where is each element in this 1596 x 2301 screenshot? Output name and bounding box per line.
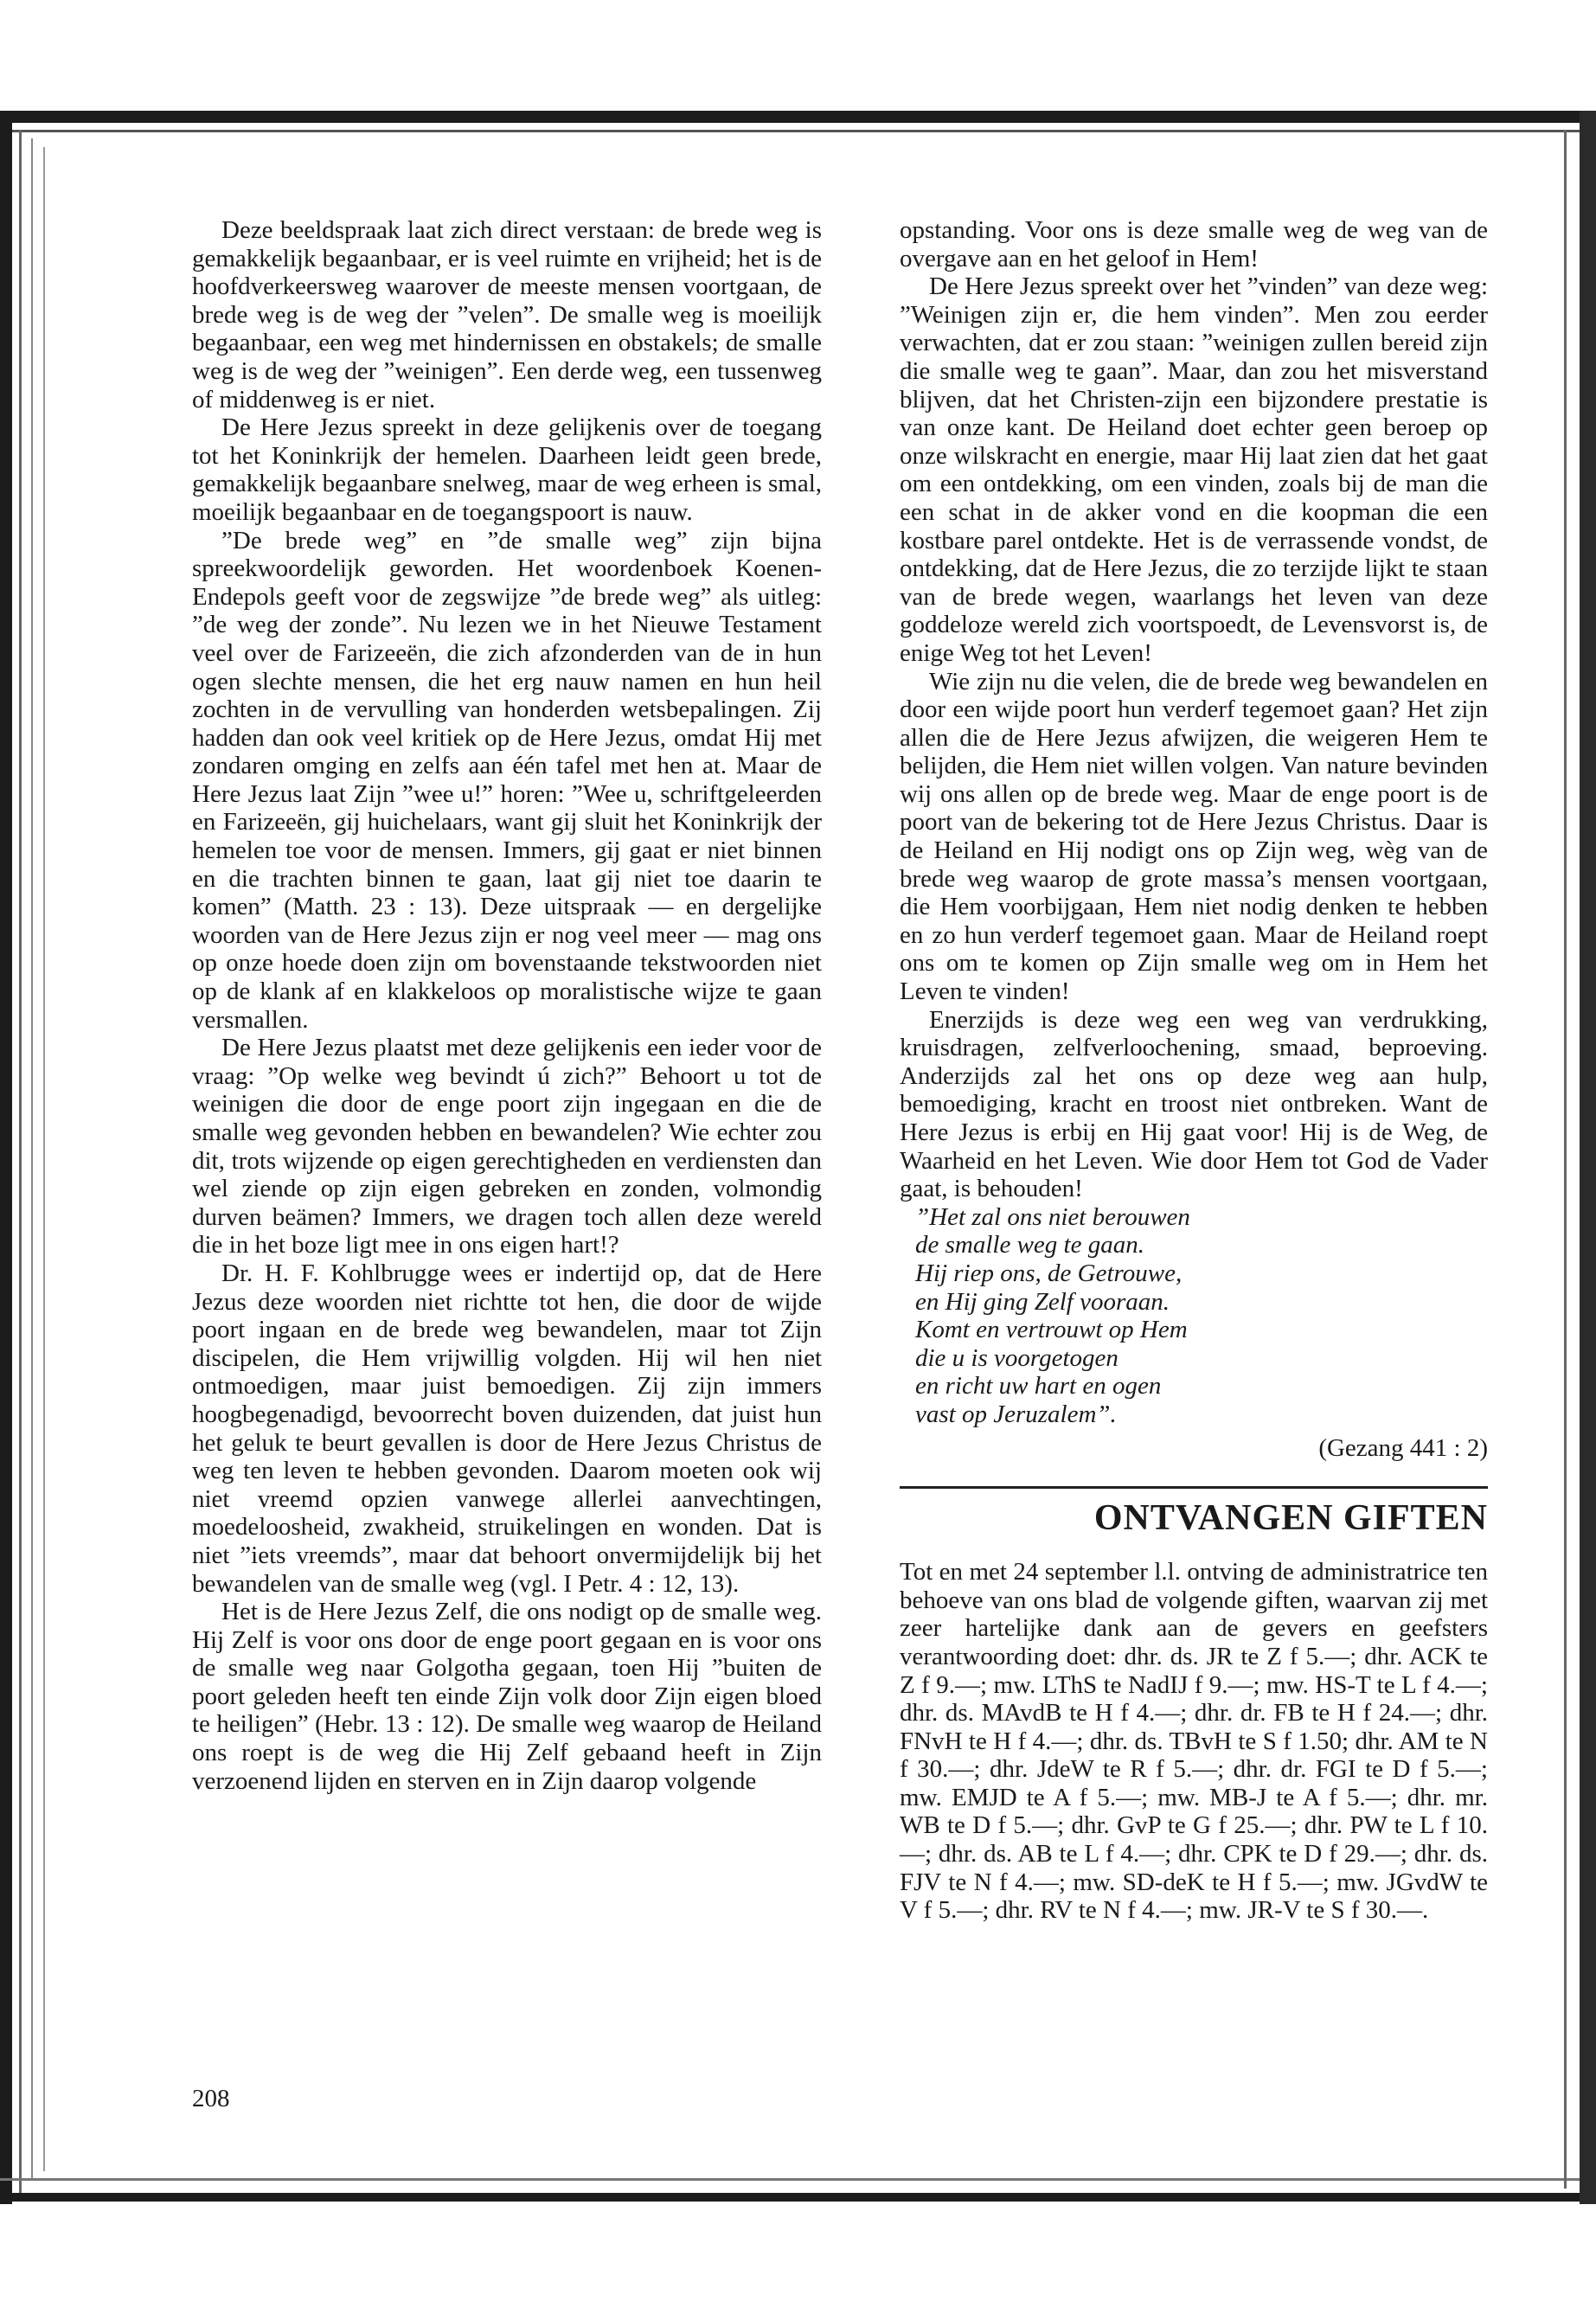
hymn-line: ”Het zal ons niet berouwen [915, 1202, 1190, 1231]
scan-border-top [0, 111, 1596, 123]
body-paragraph: ”De brede weg” en ”de smalle weg” zijn bijna spreekwoordelijk geworden. Het woordenboek Koenen-Endepols geeft voor de zegswijze ”de brede weg” als uitleg: ”de weg der zonde”. Nu lezen we in het Nieuwe Testament veel over de Farizeeën, die zich afzonderden van de in hun ogen slechte mensen, die het erg nauw namen en hun heil zochten in de vervulling van honderden wetsbepalingen. Zij hadden dan ook veel kritiek op de Here Jezus, omdat Hij met zondaren omging en zelfs aan één tafel met hen at. Maar de Here Jezus laat Zijn ”wee u!” horen: ”Wee u, schriftgeleerden en Farizeeën, gij huichelaars, want gij sluit het Koninkrijk der hemelen toe voor de mensen. Immers, gij gaat er niet binnen en die trachten binnen te gaan, laat gij niet toe daarin te komen” (Matth. 23 : 13). Deze uitspraak — en dergelijke woorden van de Here Jezus zijn er nog veel meer — mag ons op onze hoede doen zijn om bovenstaande tekstwoorden niet op de klank af en klakkeloos op moralistische wijze te gaan versmallen. [192, 526, 822, 1034]
body-paragraph: Deze beeldspraak laat zich direct verstaan: de brede weg is gemakkelijk begaanbaar, er is veel ruimte en vrijheid; het is de hoofdverkeersweg waarover de meeste mensen voortgaan, de brede weg is de weg der ”velen”. De smalle weg is moeilijk begaanbaar, een weg met hindernissen en obstakels; de smalle weg is de weg der ”weinigen”. Een derde weg, een tussenweg of middenweg is er niet. [192, 216, 822, 413]
page-edge-line [31, 138, 33, 2180]
scan-border-right [1580, 111, 1596, 2204]
scan-border-top-inner [0, 130, 1596, 132]
hymn-source: (Gezang 441 : 2) [1318, 1433, 1488, 1462]
page-number: 208 [192, 2085, 230, 2112]
hymn-quote [915, 1203, 1488, 1429]
body-paragraph: De Here Jezus spreekt over het ”vinden” van deze weg: ”Weinigen zijn er, die hem vinden”. Men zou eerder verwachten, dat er zou staan: ”weinigen zullen bereid zijn die smalle weg te gaan”. Maar, dan zou het misverstand blijven, dat het Christen-zijn een bijzondere prestatie is van onze kant. De Heiland doet echter geen beroep op onze wilskracht en energie, maar Hij laat zien dat het gaat om een ontdekking, om een vinden, zoals bij de man die een schat in de akker vond en die koopman die een kostbare parel ontdekte. Het is de verrassende vondst, de ontdekking, dat de Here Jezus, die zo terzijde lijkt te staan van de brede wegen, waarlangs het leven van deze goddeloze wereld zich voortspoedt, de Levensvorst is, de enige Weg tot het Leven! [900, 272, 1488, 667]
gifts-paragraph: Tot en met 24 september l.l. ontving de administratrice ten behoeve van ons blad de volgende giften, waarvan zij met zeer hartelijke dank aan de gevers en geefsters verantwoording doet: dhr. ds. JR te Z f 5.—; dhr. ACK te Z f 9.—; mw. LThS te NadIJ f 9.—; mw. HS-T te L f 4.—; dhr. ds. MAvdB te H f 4.—; dhr. dr. FB te H f 24.—; dhr. FNvH te H f 4.—; dhr. ds. TBvH te S f 1.50; dhr. AM te N f 30.—; dhr. JdeW te R f 5.—; dhr. dr. FGI te D f 5.—; mw. EMJD te A f 5.—; mw. MB-J te A f 5.—; dhr. mr. WB te D f 5.—; dhr. GvP te G f 25.—; dhr. PW te L f 10.—; dhr. ds. AB te L f 4.—; dhr. CPK te D f 29.—; dhr. ds. FJV te N f 4.—; mw. SD-deK te H f 5.—; mw. JGvdW te V f 5.—; dhr. RV te N f 4.—; mw. JR-V te S f 30.—. [900, 1558, 1488, 1925]
body-paragraph-continuation: opstanding. Voor ons is deze smalle weg de weg van de overgave aan en het geloof in Hem! [900, 216, 1488, 272]
body-paragraph: Dr. H. F. Kohlbrugge wees er indertijd op, dat de Here Jezus deze woorden niet richtte tot hen, die door de wijde poort ingaan en de brede weg bewandelen, maar tot Zijn discipelen, die Hem vrijwillig volgden. Hij wil hen niet ontmoedigen, maar juist bemoedigen. Zij zijn immers hoogbegenadigd, bevoorrecht boven duizenden, dat juist hun het geluk te beurt gevallen is door de Here Jezus Christus de weg ten leven te hebben gevonden. Daarom moeten ook wij niet vreemd opzien vanwege allerlei aanvechtingen, moedeloosheid, zwakheid, struikelingen en wonden. Dat is niet ”iets vreemds”, maar dat behoort onvermijdelijk bij het bewandelen van de smalle weg (vgl. I Petr. 4 : 12, 13). [192, 1259, 822, 1598]
scan-border-left-inner [19, 130, 22, 2193]
hymn-line: en richt uw hart en ogen [915, 1372, 1162, 1400]
hymn-line: die u is voorgetogen [915, 1343, 1118, 1372]
hymn-line: en Hij ging Zelf vooraan. [915, 1287, 1170, 1316]
scan-border-left [0, 111, 12, 2204]
scan-border-right-inner [1564, 130, 1567, 2189]
left-column [192, 216, 822, 1795]
body-paragraph: Het is de Here Jezus Zelf, die ons nodigt op de smalle weg. Hij Zelf is voor ons door de enge poort gegaan en is voor ons de smalle weg naar Golgotha gegaan, toen Hij ”buiten de poort geleden heeft ten einde Zijn volk door Zijn eigen bloed te heiligen” (Hebr. 13 : 12). De smalle weg waarop de Heiland ons roept is de weg die Hij Zelf gebaand heeft in Zijn verzoenend lijden en sterven en in Zijn daarop volgende [192, 1598, 822, 1795]
body-paragraph: De Here Jezus spreekt in deze gelijkenis over de toegang tot het Koninkrijk der hemelen. Daarheen leidt geen brede, gemakkelijk begaanbare snelweg, maar de weg erheen is smal, moeilijk begaanbaar en de toegangspoort is nauw. [192, 413, 822, 526]
section-heading: ONTVANGEN GIFTEN [1093, 1498, 1488, 1539]
right-column [900, 216, 1488, 1925]
body-paragraph: Wie zijn nu die velen, die de brede weg bewandelen en door een wijde poort hun verderf tegemoet gaan? Het zijn allen die de Here Jezus afwijzen, die weigeren Hem te belijden, die Hem niet willen volgen. Van nature bevinden wij ons allen op de brede weg. Maar de enge poort is de poort van de bekering tot de Here Jezus Christus. Daar is de Heiland en Hij nodigt ons op Zijn weg, wèg van de brede weg waarop de grote massa’s mensen voortgaan, die Hem voorbijgaan, Hem niet nodig denken te hebben en zo hun verderf tegemoet gaan. Maar de Heiland roept ons om te komen op Zijn smalle weg om in Hem het Leven te vinden! [900, 667, 1488, 1006]
body-paragraph: Enerzijds is deze weg een weg van verdrukking, kruisdragen, zelfverloochening, smaad, beproeving. Anderzijds zal het ons op deze weg aan hulp, bemoediging, kracht en troost niet ontbreken. Want de Here Jezus is erbij en Hij gaat voor! Hij is de Weg, de Waarheid en het Leven. Wie door Hem tot God de Vader gaat, is behouden! [900, 1005, 1488, 1203]
scan-border-bottom-inner [0, 2178, 1596, 2181]
body-paragraph: De Here Jezus plaatst met deze gelijkenis een ieder voor de vraag: ”Op welke weg bevindt ú zich?” Behoort u tot de weinigen die door de enge poort zijn ingegaan en die de smalle weg gevonden hebben en bewandelen? Wie echter zou dit, trots wijzende op eigen gerechtigheden en verdiensten dan wel ziende op zijn eigen gebreken en zonden, volmondig durven beämen? Immers, we dragen toch allen deze wereld die in het boze ligt mee in ons eigen hart!? [192, 1034, 822, 1259]
hymn-line: de smalle weg te gaan. [915, 1231, 1144, 1259]
hymn-line: vast op Jeruzalem”. [915, 1400, 1117, 1428]
page-edge-line [43, 147, 45, 2171]
section-divider [900, 1486, 1488, 1489]
hymn-line: Hij riep ons, de Getrouwe, [915, 1259, 1183, 1287]
scan-border-bottom [0, 2193, 1596, 2202]
hymn-line: Komt en vertrouwt op Hem [915, 1316, 1188, 1344]
